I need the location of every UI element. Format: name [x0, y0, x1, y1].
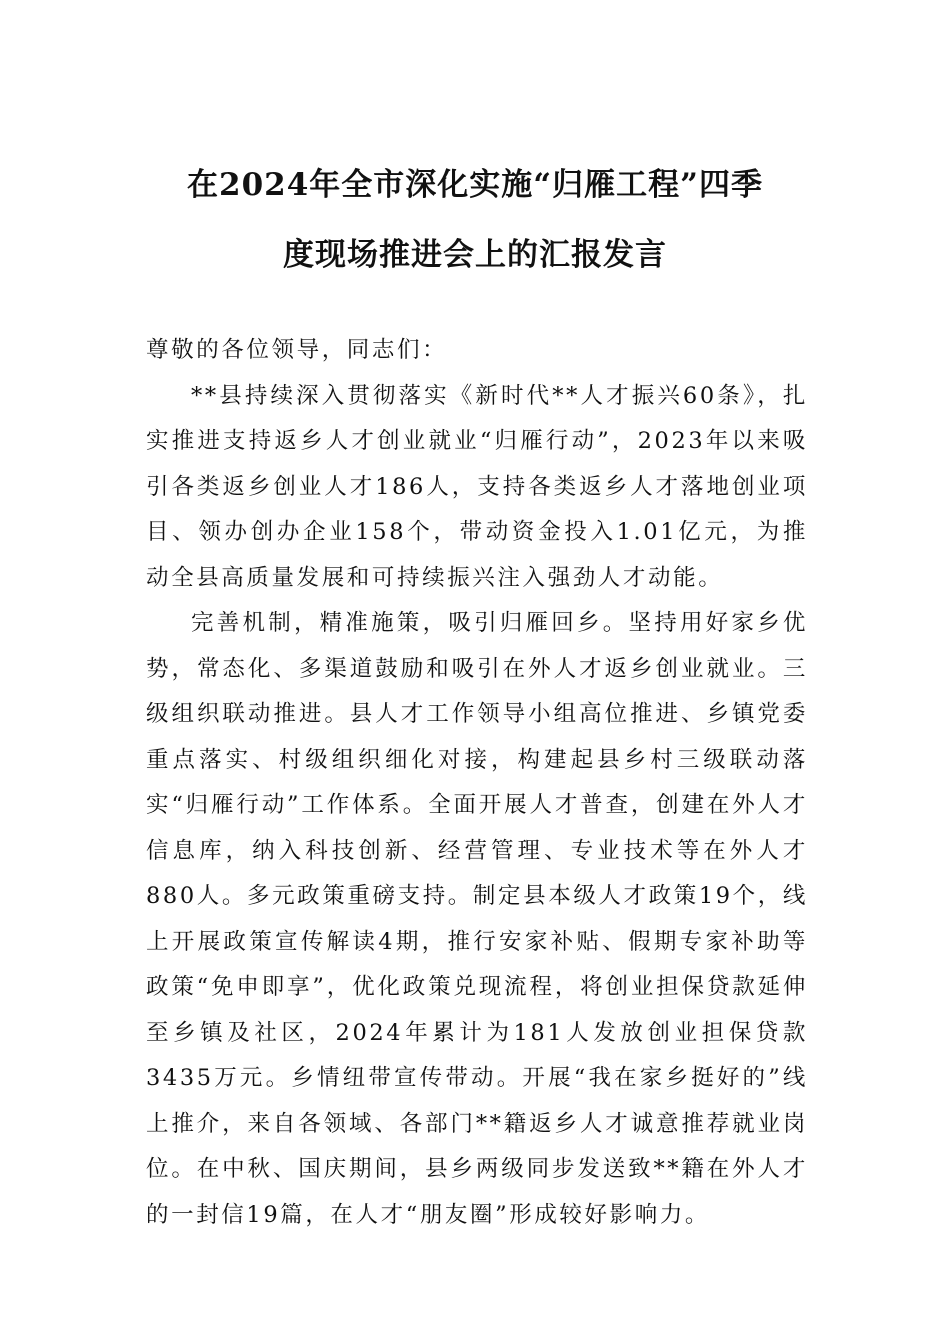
salutation: 尊敬的各位领导，同志们：: [146, 337, 448, 363]
document-title: [140, 150, 810, 290]
paragraph-intro: **县持续深入贯彻落实《新时代**人才振兴60条》，扎实推进支持返乡人才创业就业“归雁行动”，2023年以来吸引各类返乡创业人才186人，支持各类返乡人才落地创业项目、领办创办企业158个，带动资金投入1.01亿元，为推动全县高质量发展和可持续振兴注入强劲人才动能。: [146, 382, 808, 591]
document-body: [146, 328, 808, 1238]
title-line-1: 在2024年全市深化实施“归雁工程”四季: [187, 167, 763, 203]
paragraph-mechanism: 完善机制，精准施策，吸引归雁回乡。坚持用好家乡优势，常态化、多渠道鼓励和吸引在外人才返乡创业就业。三级组织联动推进。县人才工作领导小组高位推进、乡镇党委重点落实、村级组织细化对接，构建起县乡村三级联动落实“归雁行动”工作体系。全面开展人才普查，创建在外人才信息库，纳入科技创新、经营管理、专业技术等在外人才880人。多元政策重磅支持。制定县本级人才政策19个，线上开展政策宣传解读4期，推行安家补贴、假期专家补助等政策“免申即享”，优化政策兑现流程，将创业担保贷款延伸至乡镇及社区，2024年累计为181人发放创业担保贷款3435万元。乡情纽带宣传带动。开展“我在家乡挺好的”线上推介，来自各领域、各部门**籍返乡人才诚意推荐就业岗位。在中秋、国庆期间，县乡两级同步发送致**籍在外人才的一封信19篇，在人才“朋友圈”形成较好影响力。: [146, 610, 808, 1228]
title-line-2: 度现场推进会上的汇报发言: [283, 237, 667, 273]
